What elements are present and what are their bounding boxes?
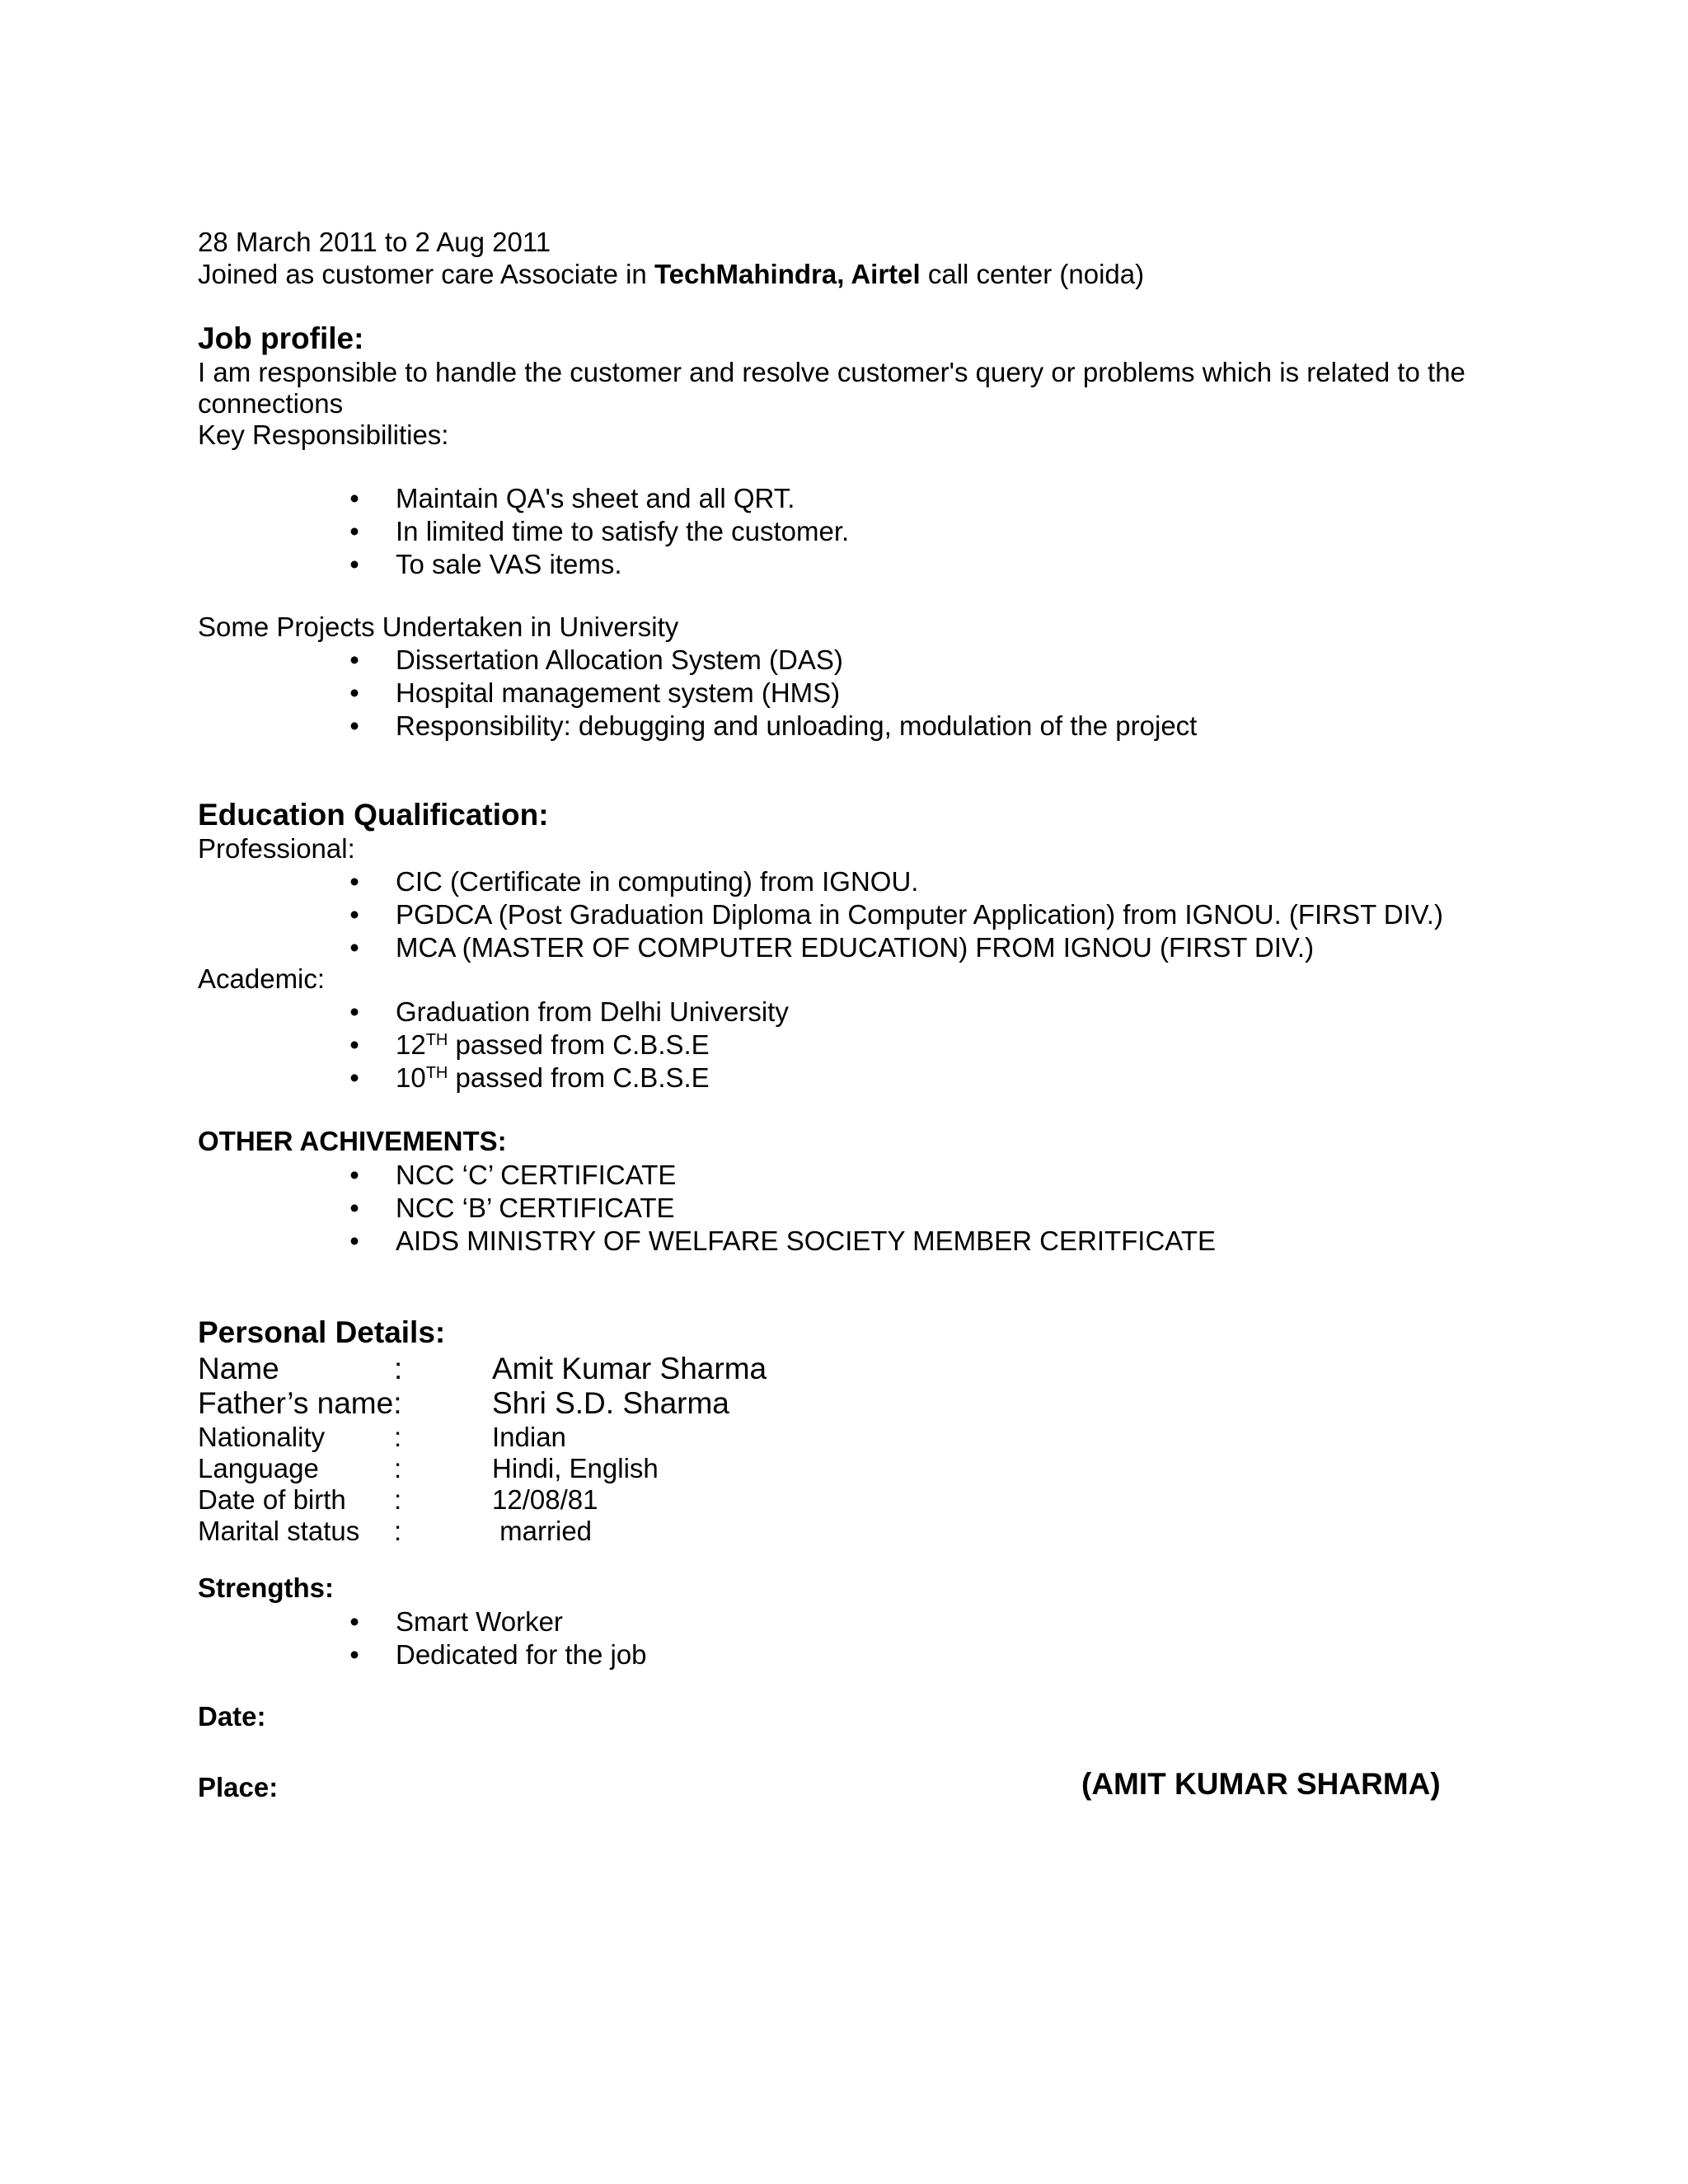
list-item-text: NCC ‘B’ CERTIFICATE [396,1193,675,1223]
field-colon: : [394,1422,402,1452]
bullet: • [349,932,359,963]
academic-text: Graduation from Delhi University [396,996,789,1027]
bullet: • [349,1062,359,1093]
field-label: Language [198,1453,319,1483]
projects-label: Some Projects Undertaken in University [198,612,679,642]
field-label: Father’s name: [198,1386,402,1420]
education-heading: Education Qualification: [198,798,549,832]
signature-name: (AMIT KUMAR SHARMA) [1081,1767,1441,1801]
bullet: • [349,899,359,930]
field-label: Nationality [198,1422,326,1452]
field-colon: : [394,1352,403,1385]
list-item-text: Dedicated for the job [396,1639,647,1670]
bullet: • [349,549,359,579]
bullet: • [349,516,359,546]
employment-prefix: Joined as customer care Associate in [198,259,654,289]
list-item-text: AIDS MINISTRY OF WELFARE SOCIETY MEMBER CERITFICATE [396,1226,1217,1256]
field-label: Marital status [198,1516,360,1546]
bullet: • [349,483,359,513]
employment-period: 28 March 2011 to 2 Aug 2011 [198,227,551,257]
academic-label: Academic: [198,963,326,994]
list-item-text: PGDCA (Post Graduation Diploma in Computer Application) from IGNOU. (FIRST DIV.) [396,899,1443,930]
academic-text: passed from C.B.S.E [448,1029,710,1060]
professional-label: Professional: [198,833,355,864]
job-description-line-1: I am responsible to handle the customer and resolve customer's query or problems which is related to the [198,357,1465,387]
academic-grade: 10 [396,1062,426,1093]
personal-details-heading: Personal Details: [198,1315,446,1349]
field-colon: : [394,1516,402,1546]
list-item-text: To sale VAS items. [396,549,622,579]
bullet: • [349,1226,359,1256]
list-item-text [396,1062,710,1094]
field-label: Date of birth [198,1484,346,1515]
bullet: • [349,866,359,897]
place-label: Place: [198,1772,279,1802]
date-label: Date: [198,1701,266,1732]
strengths-heading: Strengths: [198,1572,334,1603]
list-item-text: Responsibility: debugging and unloading, modulation of the project [396,710,1198,741]
field-value: Amit Kumar Sharma [492,1352,767,1385]
bullet: • [349,1606,359,1637]
academic-grade: 12 [396,1029,426,1060]
field-colon: : [394,1453,402,1483]
list-item-text: NCC ‘C’ CERTIFICATE [396,1160,677,1190]
bullet: • [349,996,359,1027]
list-item-text: CIC (Certificate in computing) from IGNOU. [396,866,919,897]
list-item-text [396,996,789,1029]
bullet: • [349,1160,359,1190]
ordinal-suffix: TH [425,1031,448,1049]
bullet: • [349,677,359,708]
field-value: Indian [492,1422,566,1452]
list-item-text: Hospital management system (HMS) [396,677,841,708]
job-profile-heading: Job profile: [198,321,364,355]
job-description-line-2: connections [198,388,344,419]
list-item-text: In limited time to satisfy the customer. [396,516,850,546]
field-value: 12/08/81 [492,1484,598,1515]
company-name: TechMahindra, Airtel [654,259,921,289]
bullet: • [349,1029,359,1060]
academic-text: passed from C.B.S.E [448,1062,710,1093]
field-colon: : [394,1484,402,1515]
list-item-text: Dissertation Allocation System (DAS) [396,644,843,675]
achievements-heading: OTHER ACHIVEMENTS: [198,1126,507,1156]
list-item-text: Maintain QA's sheet and all QRT. [396,483,795,513]
bullet: • [349,1639,359,1670]
field-value: Hindi, English [492,1453,659,1483]
field-value: married [492,1516,593,1546]
list-item-text [396,1029,710,1062]
employment-suffix: call center (noida) [920,259,1145,289]
employment-line [198,258,1144,291]
key-responsibilities-label: Key Responsibilities: [198,419,449,450]
field-value: Shri S.D. Sharma [492,1386,729,1420]
ordinal-suffix: TH [425,1064,448,1082]
bullet: • [349,710,359,741]
field-label: Name [198,1352,279,1385]
bullet: • [349,644,359,675]
list-item-text: MCA (MASTER OF COMPUTER EDUCATION) FROM IGNOU (FIRST DIV.) [396,932,1315,963]
bullet: • [349,1193,359,1223]
list-item-text: Smart Worker [396,1606,563,1637]
